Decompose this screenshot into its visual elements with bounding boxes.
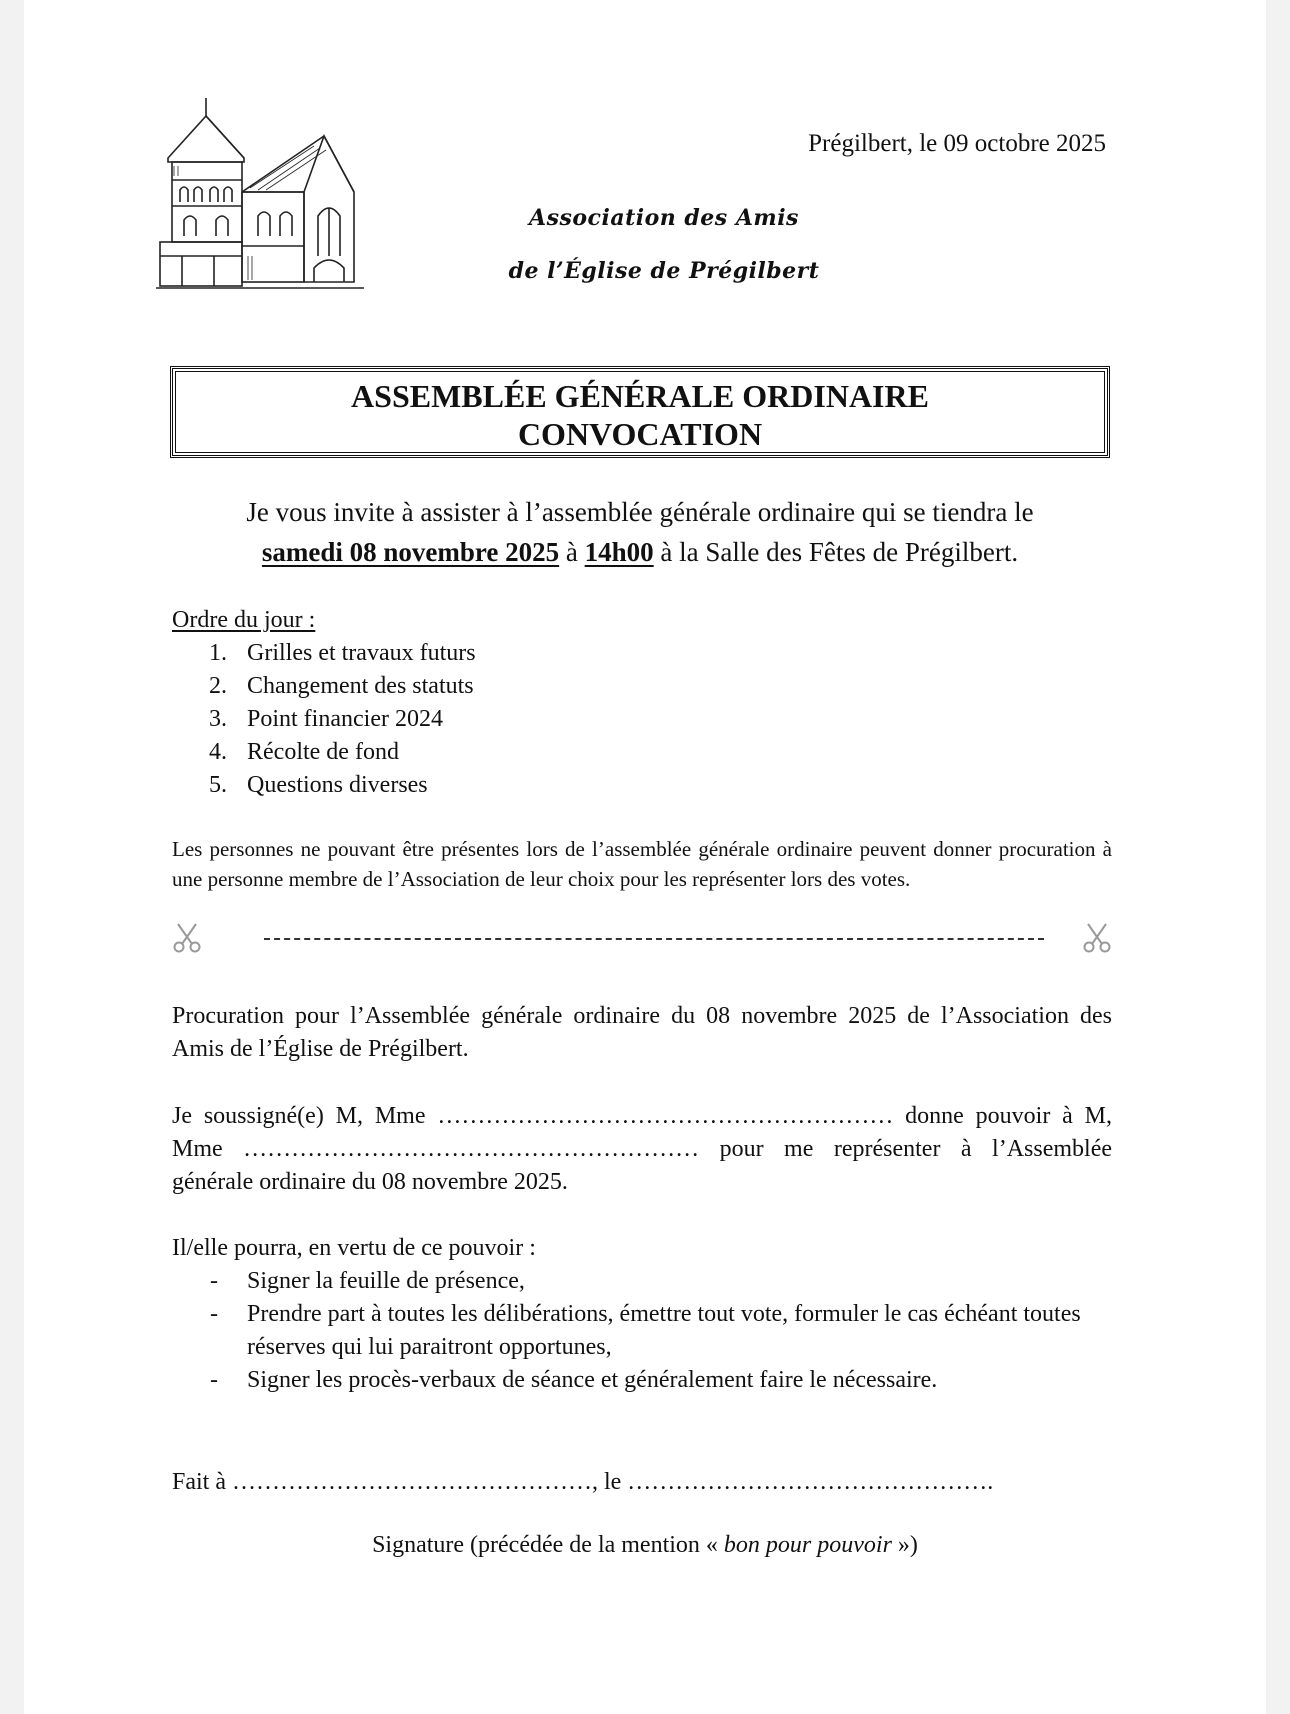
cut-line bbox=[172, 920, 1112, 960]
scissors-icon bbox=[172, 920, 202, 954]
invitation-connector: à bbox=[559, 537, 585, 567]
list-item-number: 5. bbox=[209, 772, 227, 798]
list-item-number: 4. bbox=[209, 739, 227, 765]
list-item bbox=[172, 1364, 1112, 1397]
date-line: Prégilbert, le 09 octobre 2025 bbox=[808, 130, 1106, 157]
list-item-dash: - bbox=[210, 1367, 218, 1393]
title-box bbox=[170, 366, 1110, 458]
meeting-time: 14h00 bbox=[584, 537, 654, 567]
agenda bbox=[172, 604, 1112, 802]
signature-line bbox=[24, 1532, 1266, 1559]
meeting-place: à la Salle des Fêtes de Prégilbert. bbox=[653, 537, 1019, 567]
document-page bbox=[24, 0, 1266, 1714]
list-item-number: 3. bbox=[209, 706, 227, 732]
powers-title: Il/elle pourra, en vertu de ce pouvoir : bbox=[172, 1235, 536, 1261]
invitation-text bbox=[170, 492, 1110, 572]
list-item-number: 2. bbox=[209, 673, 227, 699]
list-item bbox=[172, 670, 1112, 703]
list-item bbox=[172, 736, 1112, 769]
list-item-text: Point financier 2024 bbox=[247, 706, 443, 732]
title-line2: CONVOCATION bbox=[517, 416, 763, 452]
list-item-text: Questions diverses bbox=[247, 772, 428, 798]
cut-dashes bbox=[264, 938, 1044, 940]
list-item bbox=[172, 703, 1112, 736]
list-item-text: Prendre part à toutes les délibérations, émettre tout vote, formuler le cas échéant toutes réserves qui lui paraitront opportunes, bbox=[247, 1301, 1081, 1360]
list-item bbox=[172, 637, 1112, 670]
list-item-text: Grilles et travaux futurs bbox=[247, 640, 476, 666]
invitation-line1: Je vous invite à assister à l’assemblée générale ordinaire qui se tiendra le bbox=[246, 497, 1034, 527]
list-item bbox=[172, 1298, 1112, 1364]
list-item-dash: - bbox=[210, 1301, 218, 1327]
association-name-line1: Association des Amis bbox=[529, 205, 799, 231]
signature-suffix: ») bbox=[891, 1532, 918, 1558]
list-item bbox=[172, 769, 1112, 802]
procuration-declaration: Je soussigné(e) M, Mme ………………………………………………… donne pouvoir à M, Mme ………………………………………………… pour me représenter à l’Assemblée générale ordinaire du 08 novembre 2025. bbox=[172, 1103, 1112, 1195]
list-item-text: Signer la feuille de présence, bbox=[247, 1268, 525, 1294]
list-item-number: 1. bbox=[209, 640, 227, 666]
list-item-dash: - bbox=[210, 1268, 218, 1294]
scissors-icon bbox=[1082, 920, 1112, 954]
powers-section bbox=[172, 1232, 1112, 1397]
association-name-line2: de l’Église de Prégilbert bbox=[508, 258, 820, 284]
procuration-intro: Procuration pour l’Assemblée générale ordinaire du 08 novembre 2025 de l’Association des Amis de l’Église de Prégilbert. bbox=[172, 1003, 1112, 1062]
agenda-title: Ordre du jour : bbox=[172, 607, 316, 633]
list-item bbox=[172, 1265, 1112, 1298]
proxy-note: Les personnes ne pouvant être présentes lors de l’assemblée générale ordinaire peuvent donner procuration à une personne membre de l’Association de leur choix pour les représenter lors des votes. bbox=[172, 837, 1112, 891]
invitation-line2 bbox=[170, 532, 1110, 572]
signature-mention: bon pour pouvoir bbox=[723, 1532, 892, 1558]
title-line1: ASSEMBLÉE GÉNÉRALE ORDINAIRE bbox=[351, 378, 929, 414]
powers-list bbox=[172, 1265, 1112, 1397]
meeting-date: samedi 08 novembre 2025 bbox=[261, 537, 560, 567]
list-item-text: Changement des statuts bbox=[247, 673, 474, 699]
fait-line: Fait à ………………………………………, le ………………………………………. bbox=[172, 1469, 994, 1495]
list-item-text: Signer les procès-verbaux de séance et généralement faire le nécessaire. bbox=[247, 1367, 938, 1393]
list-item-text: Récolte de fond bbox=[247, 739, 399, 765]
signature-prefix: Signature (précédée de la mention « bbox=[372, 1532, 724, 1558]
agenda-list bbox=[172, 637, 1112, 802]
